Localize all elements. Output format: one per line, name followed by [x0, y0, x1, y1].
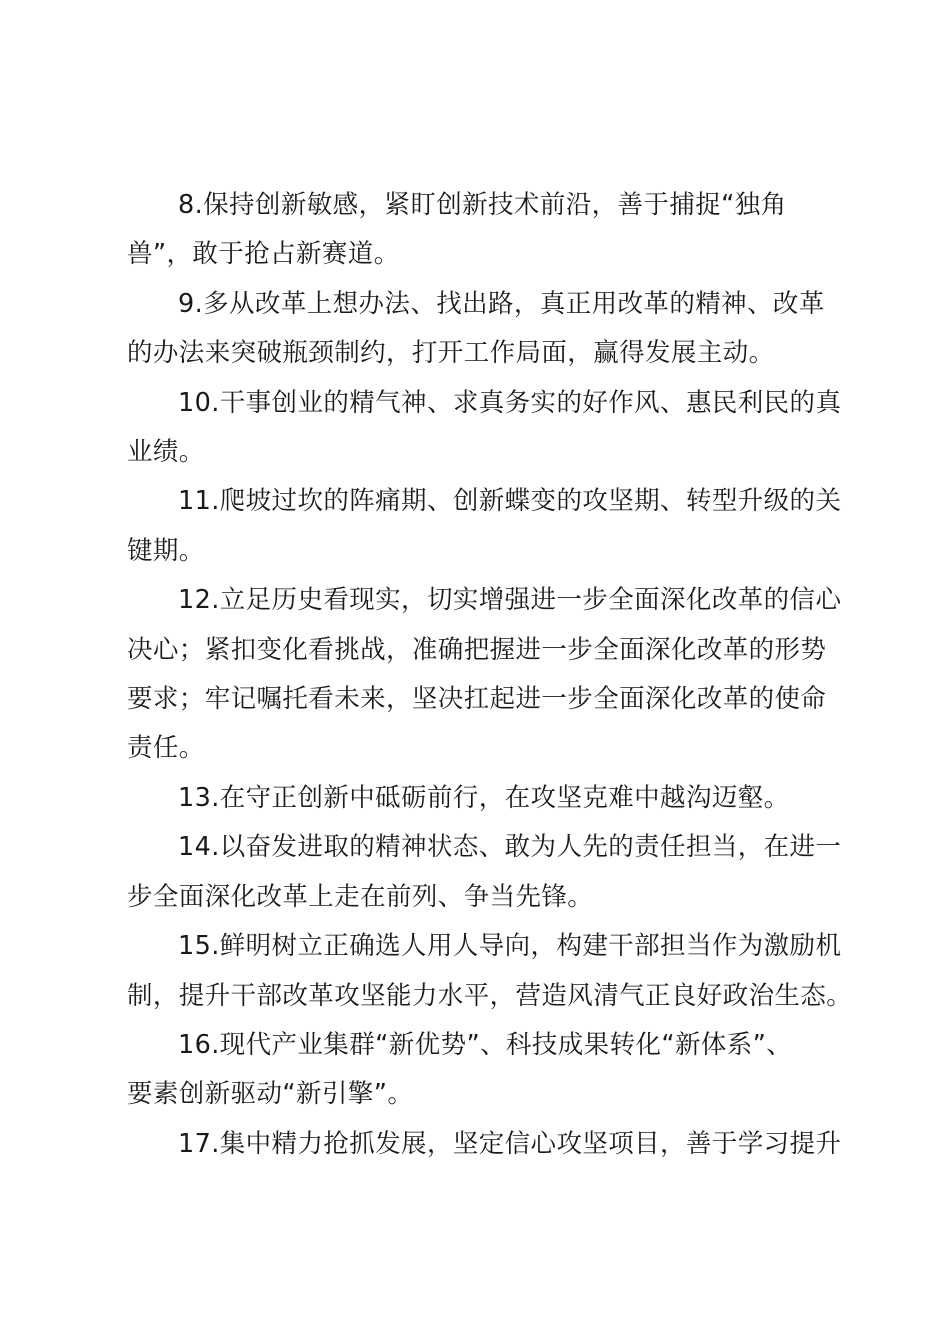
text-line: 8.保持创新敏感，紧盯创新技术前沿，善于捕捉“独角 — [178, 190, 787, 220]
paragraph-9 — [127, 280, 837, 379]
text-line: 11.爬坡过坎的阵痛期、创新蝶变的攻坚期、转型升级的关 — [178, 486, 842, 517]
paragraph-15 — [127, 922, 853, 1021]
text-line: 10.干事创业的精气神、求真务实的好作风、惠民利民的真 — [178, 387, 842, 418]
text-line: 兽”，敢于抢占新赛道。 — [127, 239, 400, 270]
paragraph-8 — [127, 181, 837, 280]
text-line: 要求；牢记嘱托看未来，坚决扛起进一步全面深化改革的使命 — [127, 684, 827, 715]
text-line: 16.现代产业集群“新优势”、科技成果转化“新体系”、 — [178, 1029, 793, 1060]
paragraph-10 — [127, 379, 842, 478]
paragraph-16 — [127, 1021, 837, 1120]
text-line: 15.鲜明树立正确选人用人导向，构建干部担当作为激励机 — [178, 931, 842, 962]
text-line: 决心；紧扣变化看挑战，准确把握进一步全面深化改革的形势 — [127, 634, 827, 665]
text-line: 业绩。 — [127, 437, 205, 468]
paragraph-12 — [127, 576, 842, 774]
text-line: 12.立足历史看现实，切实增强进一步全面深化改革的信心 — [178, 585, 842, 616]
paragraph-11 — [127, 477, 842, 576]
text-line: 13.在守正创新中砥砺前行，在攻坚克难中越沟迈壑。 — [178, 782, 790, 813]
text-line: 步全面深化改革上走在前列、争当先锋。 — [127, 881, 594, 912]
text-line: 要素创新驱动“新引擎”。 — [127, 1079, 414, 1110]
text-line: 9.多从改革上想办法、找出路，真正用改革的精神、改革 — [178, 288, 825, 319]
text-line: 键期。 — [127, 535, 205, 566]
paragraph-13 — [127, 774, 837, 823]
text-line: 制，提升干部改革攻坚能力水平，营造风清气正良好政治生态。 — [127, 980, 853, 1011]
paragraph-14 — [127, 823, 842, 922]
text-line: 的办法来突破瓶颈制约，打开工作局面，赢得发展主动。 — [127, 338, 775, 369]
text-line: 责任。 — [127, 733, 205, 764]
paragraph-17 — [127, 1120, 842, 1169]
text-line: 17.集中精力抢抓发展，坚定信心攻坚项目，善于学习提升 — [178, 1128, 842, 1159]
document-body — [127, 181, 853, 1169]
text-line: 14.以奋发进取的精神状态、敢为人先的责任担当，在进一 — [178, 832, 842, 863]
